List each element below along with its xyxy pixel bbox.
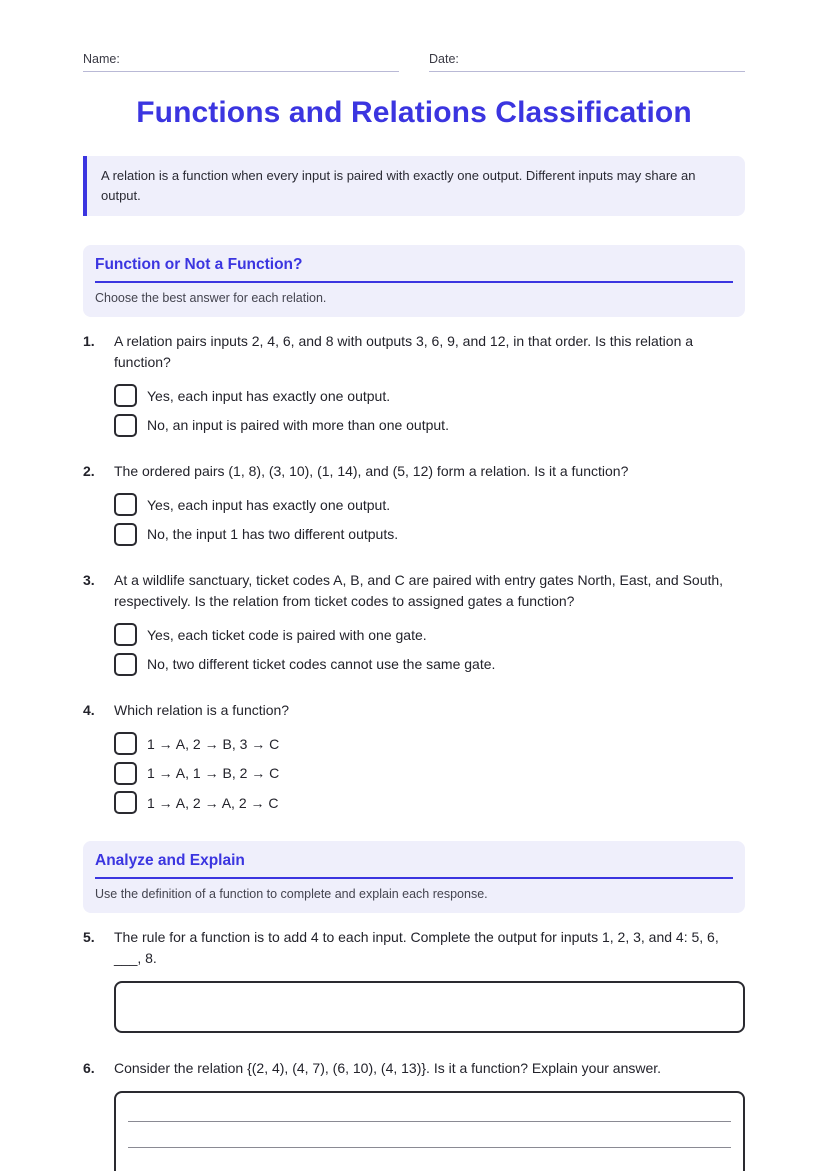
checkbox[interactable] bbox=[114, 493, 137, 516]
answer-option[interactable] bbox=[114, 490, 745, 520]
question-6 bbox=[83, 1058, 745, 1171]
option-label: Yes, each input has exactly one output. bbox=[147, 387, 391, 404]
name-field[interactable] bbox=[83, 52, 399, 72]
section-analyze-explain bbox=[83, 841, 745, 913]
section-subtitle: Use the definition of a function to complete and explain each response. bbox=[95, 886, 488, 901]
question-number: 4. bbox=[83, 702, 95, 718]
checkbox[interactable] bbox=[114, 762, 137, 785]
option-label: 1 → A, 2 → B, 3 → C bbox=[147, 735, 280, 752]
date-label: Date: bbox=[429, 52, 459, 66]
checkbox[interactable] bbox=[114, 384, 137, 407]
answer-option[interactable] bbox=[114, 759, 745, 789]
answer-box[interactable] bbox=[114, 1091, 745, 1171]
question-text: Which relation is a function? bbox=[114, 702, 290, 718]
question-text: A relation pairs inputs 2, 4, 6, and 8 with outputs 3, 6, 9, and 12, in that order. Is this relation a function? bbox=[114, 333, 694, 370]
question-number: 1. bbox=[83, 333, 95, 349]
writing-line bbox=[128, 1147, 731, 1148]
checkbox[interactable] bbox=[114, 623, 137, 646]
header-row bbox=[83, 52, 745, 72]
writing-line bbox=[128, 1121, 731, 1122]
option-label: 1 → A, 2 → A, 2 → C bbox=[147, 794, 279, 811]
answer-options bbox=[114, 381, 745, 440]
option-label: No, the input 1 has two different outputs. bbox=[147, 526, 399, 543]
section-subtitle: Choose the best answer for each relation. bbox=[95, 291, 327, 305]
question-text: Consider the relation {(2, 4), (4, 7), (6, 10), (4, 13)}. Is it a function? Explain your answer. bbox=[114, 1059, 662, 1076]
option-label: Yes, each input has exactly one output. bbox=[147, 496, 391, 513]
question-number: 3. bbox=[83, 572, 95, 588]
checkbox[interactable] bbox=[114, 732, 137, 755]
checkbox[interactable] bbox=[114, 523, 137, 546]
question-5 bbox=[83, 927, 745, 1033]
answer-option[interactable] bbox=[114, 620, 745, 650]
question-2 bbox=[83, 461, 745, 549]
answer-option[interactable] bbox=[114, 411, 745, 441]
answer-option[interactable] bbox=[114, 381, 745, 411]
section-title: Analyze and Explain bbox=[95, 852, 733, 879]
answer-option[interactable] bbox=[114, 788, 745, 818]
answer-option[interactable] bbox=[114, 650, 745, 680]
question-number: 5. bbox=[83, 928, 95, 945]
question-number: 6. bbox=[83, 1059, 95, 1076]
name-label: Name: bbox=[83, 52, 120, 66]
answer-options bbox=[114, 620, 745, 679]
question-4 bbox=[83, 700, 745, 818]
checkbox[interactable] bbox=[114, 653, 137, 676]
worksheet-title: Functions and Relations Classification bbox=[136, 96, 692, 129]
question-text: The rule for a function is to add 4 to each input. Complete the output for inputs 1, 2, 3, and 4: 5, 6, ___, 8. bbox=[114, 928, 719, 966]
option-label: Yes, each ticket code is paired with one gate. bbox=[147, 626, 427, 643]
definition-note: A relation is a function when every input is paired with exactly one output. Different inputs may share an output. bbox=[83, 156, 745, 216]
question-3 bbox=[83, 570, 745, 679]
section-title: Function or Not a Function? bbox=[95, 256, 733, 283]
question-1 bbox=[83, 331, 745, 440]
checkbox[interactable] bbox=[114, 791, 137, 814]
answer-options bbox=[114, 729, 745, 818]
answer-option[interactable] bbox=[114, 520, 745, 550]
option-label: No, an input is paired with more than one output. bbox=[147, 417, 449, 434]
answer-option[interactable] bbox=[114, 729, 745, 759]
option-label: No, two different ticket codes cannot use the same gate. bbox=[147, 656, 496, 673]
question-text: At a wildlife sanctuary, ticket codes A, B, and C are paired with entry gates North, East, and South, respectively. Is the relation from ticket codes to assigned gates a function? bbox=[114, 572, 724, 609]
question-number: 2. bbox=[83, 463, 95, 479]
date-field[interactable] bbox=[429, 52, 745, 72]
section-function-or-not bbox=[83, 245, 745, 317]
answer-options bbox=[114, 490, 745, 549]
answer-box[interactable] bbox=[114, 981, 745, 1033]
checkbox[interactable] bbox=[114, 414, 137, 437]
option-label: 1 → A, 1 → B, 2 → C bbox=[147, 765, 280, 782]
question-text: The ordered pairs (1, 8), (3, 10), (1, 14), and (5, 12) form a relation. Is it a function? bbox=[114, 463, 629, 479]
